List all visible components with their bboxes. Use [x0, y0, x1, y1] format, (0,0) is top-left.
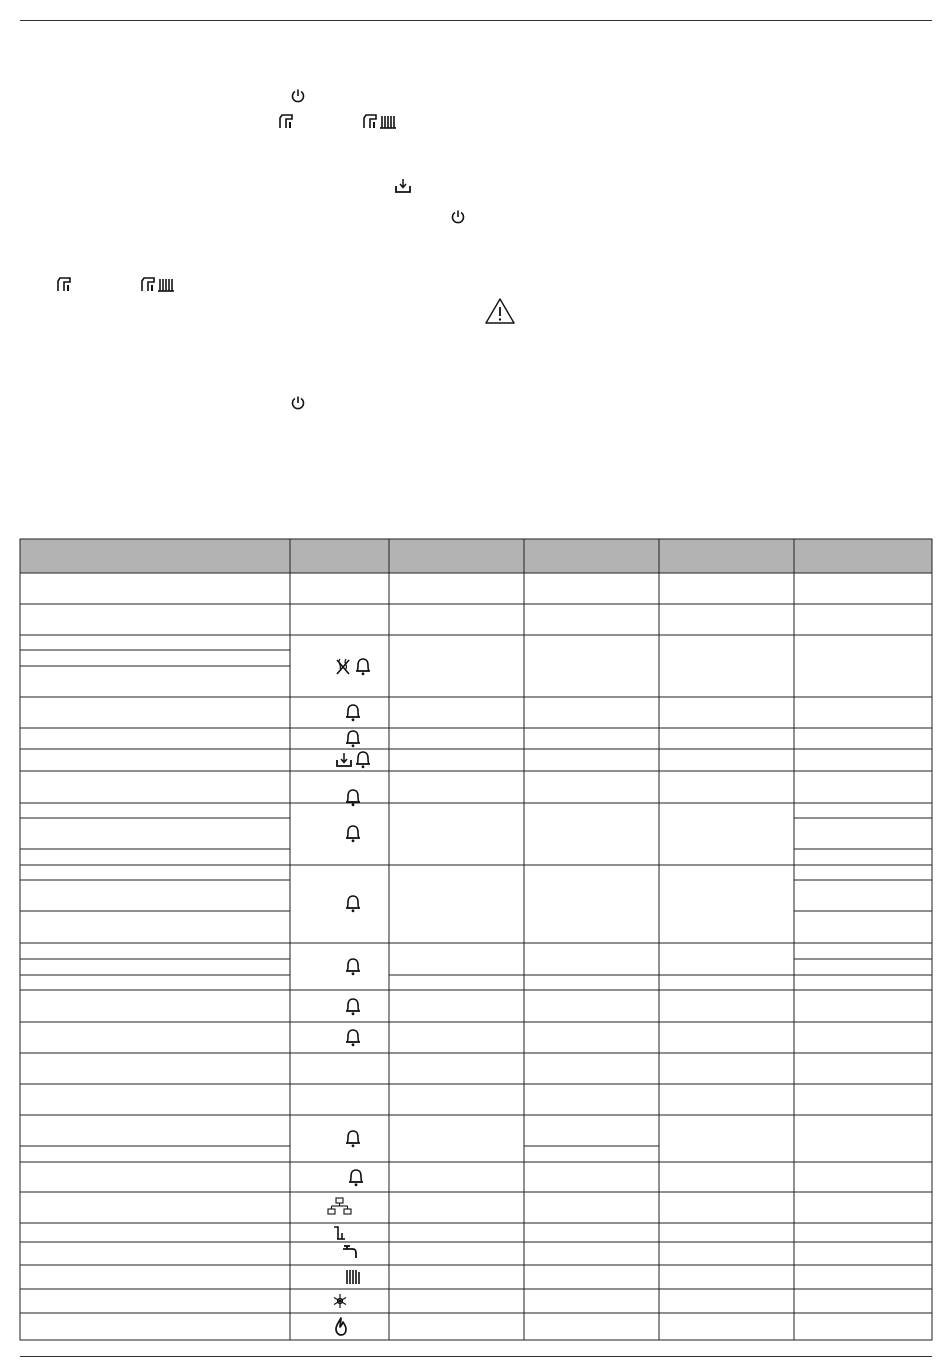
bell-icon [346, 999, 360, 1015]
bell-icon [356, 752, 370, 768]
network-icon [328, 1198, 351, 1214]
snowflake-icon [334, 1294, 346, 1308]
bell-icon [346, 896, 360, 912]
dhw-flow-icon [334, 1227, 345, 1239]
table-header-row [20, 539, 932, 573]
burner-off-icon [337, 659, 349, 674]
bell-icon [346, 790, 360, 806]
bell-icon [356, 659, 370, 675]
bell-icon [346, 959, 360, 975]
bell-icon [346, 826, 360, 842]
bell-icon [346, 1131, 360, 1147]
bell-icon [346, 705, 360, 721]
tap-icon [343, 1246, 356, 1258]
radiator-icon [347, 1270, 359, 1284]
flame-icon [336, 1318, 346, 1335]
bell-icon [349, 1170, 363, 1186]
bell-icon [346, 731, 360, 747]
water-fill-icon [337, 753, 351, 766]
bell-icon [346, 1030, 360, 1046]
